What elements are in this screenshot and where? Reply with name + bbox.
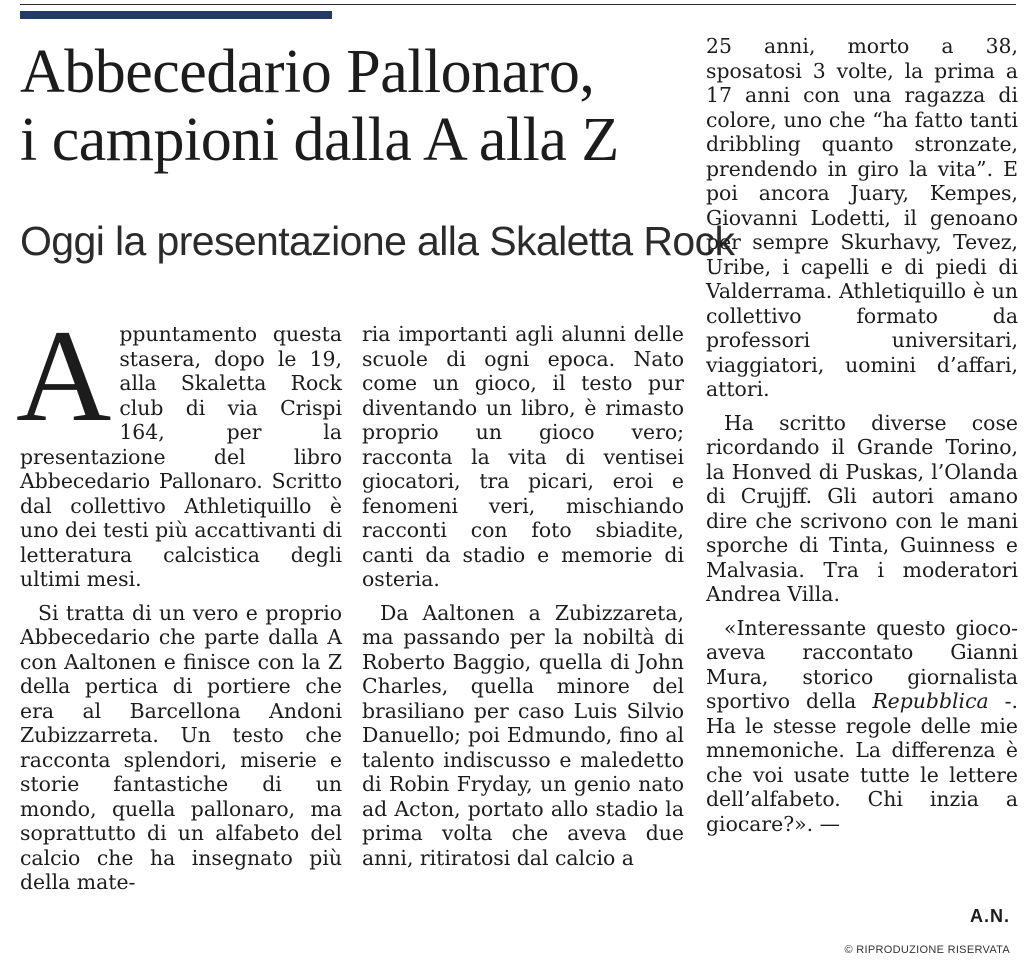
paragraph-1 xyxy=(16,302,342,592)
article-column-3 xyxy=(706,34,1018,845)
newspaper-name: Repubblica xyxy=(872,689,989,713)
paragraph-7 xyxy=(706,616,1018,837)
headline-line-2: i campioni dalla A alla Z xyxy=(20,106,619,174)
quote-text-end: -. Ha le stesse regole delle mie mnemoniche. La differenza è che voi usate tutte le lettere dell’alfabeto. Chi inzia a giocare?». — xyxy=(706,689,1018,836)
paragraph-4: Da Aaltonen a Zubizzareta, ma passando per la nobiltà di Roberto Baggio, quella di John Charles, quella minore del brasiliano per caso Luis Silvio Danuello; poi Edmundo, fino al talento indiscusso e maledetto di Robin Fryday, un genio nato ad Acton, portato allo stadio la prima volta che aveva due anni, ritiratosi dal calcio a xyxy=(362,600,684,870)
paragraph-6: Ha scritto diverse cose ricordando il Grande Torino, la Honved di Puskas, l’Olanda di Crujjff. Gli autori amano dire che scrivono con le mani sporche di Tinta, Guinness e Malvasia. Tra i moderatori Andrea Villa. xyxy=(706,410,1018,606)
article-subheadline: Oggi la presentazione alla Skaletta Rock xyxy=(20,218,735,264)
drop-cap: A xyxy=(16,302,112,449)
article-column-1 xyxy=(16,302,342,904)
paragraph-1-text: ppuntamento questa stasera, dopo le 19, alla Skaletta Rock club di via Crispi 164, per la presentazione del libro Abbecedario Pallonaro. Scritto dal collettivo Athletiquillo è uno dei testi più accattivanti di letteratura calcistica degli ultimi mesi. xyxy=(20,322,342,591)
paragraph-5: 25 anni, morto a 38, sposatosi 3 volte, la prima a 17 anni con una ragazza di colore, uno che “ha fatto tanti dribbling quanto stronzate, prendendo in giro la vita”. E poi ancora Juary, Kempes, Giovanni Lodetti, il genoano per sempre Skurhavy, Tevez, Uribe, i capelli e di piedi di Valderrama. Athletiquillo è un collettivo formato da professori universitari, viaggiatori, uomini d’affari, attori. xyxy=(706,34,1018,401)
quote-text-start: «Interessante questo gioco- aveva raccontato Gianni Mura, storico giornalista sportivo della xyxy=(706,615,1018,713)
top-rule xyxy=(20,4,1016,5)
article-headline xyxy=(20,38,700,174)
author-signature: A.N. xyxy=(970,906,1010,926)
section-accent-bar xyxy=(20,11,332,19)
article-column-2 xyxy=(362,322,684,879)
paragraph-3: ria importanti agli alunni delle scuole di ogni epoca. Nato come un gioco, il testo pur diventando un libro, è rimasto proprio un gioco vero; racconta la vita di ventisei giocatori, tra picari, eroi e fenomeni veri, mischiando racconti con foto sbiadite, canti da stadio e memorie di osteria. xyxy=(362,322,684,591)
headline-line-1: Abbecedario Pallonaro, xyxy=(20,38,595,106)
copyright-notice: © RIPRODUZIONE RISERVATA xyxy=(844,944,1010,956)
paragraph-2: Si tratta di un vero e proprio Abbecedario che parte dalla A con Aaltonen e finisce con la Z della pertica di portiere che era al Barcellona Andoni Zubizzarreta. Un testo che racconta splendori, miserie e storie fantastiche di un mondo, quella pallonaro, ma soprattutto di un alfabeto del calcio che ha insegnato più della mate- xyxy=(20,600,342,894)
